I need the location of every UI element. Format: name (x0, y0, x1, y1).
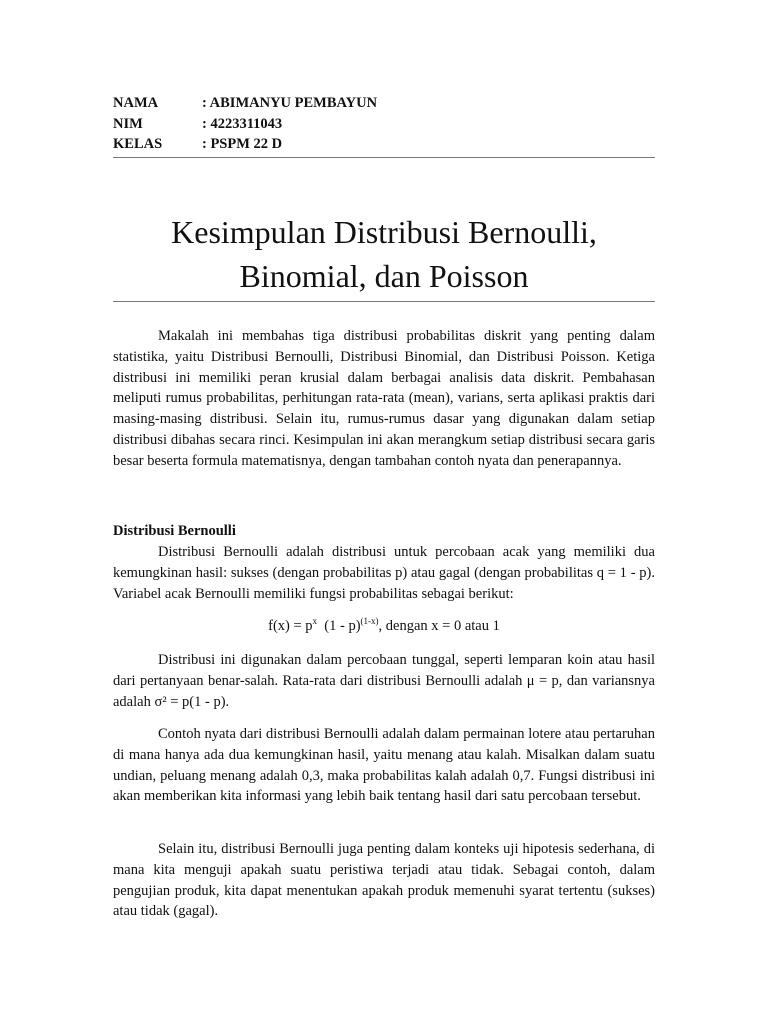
nim-value: : 4223311043 (202, 115, 283, 132)
title-divider (113, 301, 655, 302)
name-label: NAMA (113, 95, 159, 111)
student-info (113, 93, 655, 155)
intro-paragraph: Makalah ini membahas tiga distribusi probabilitas diskrit yang penting dalam statistika, yaitu Distribusi Bernoulli, Distribusi Binomial, dan Distribusi Poisson. Ketiga distribusi ini memiliki peran krusial dalam berbagai analisis data diskrit. Pembahasan meliputi rumus probabilitas, perhitungan rata-rata (mean), varians, serta aplikasi praktis dari masing-masing distribusi. Selain itu, rumus-rumus dasar yang digunakan dalam setiap distribusi dibahas secara rinci. Kesimpulan ini akan merangkum setiap distribusi secara garis besar beserta formula matematisnya, dengan tambahan contoh nyata dan penerapannya. (113, 328, 655, 469)
info-row-name (113, 93, 655, 114)
document-title (113, 210, 655, 298)
title-line-1: Kesimpulan Distribusi Bernoulli, (171, 214, 597, 250)
title-line-2: Binomial, dan Poisson (239, 258, 529, 294)
class-value: : PSPM 22 D (202, 136, 283, 152)
bernoulli-paragraph-4: Selain itu, distribusi Bernoulli juga penting dalam konteks uji hipotesis sederhana, di mana kita menguji apakah suatu peristiwa terjadi atau tidak. Sebagai contoh, dalam pengujian produk, kita dapat menentukan apakah produk memenuhi syarat tertentu (sukses) atau tidak (gagal). (113, 841, 655, 920)
info-row-nim (113, 114, 655, 135)
formula-exponent-1: x (312, 616, 318, 627)
bernoulli-paragraph-3: Contoh nyata dari distribusi Bernoulli adalah dalam permainan lotere atau pertaruhan di mana hanya ada dua kemungkinan hasil, yaitu menang atau kalah. Misalkan dalam suatu undian, peluang menang adalah 0,3, maka probabilitas kalah adalah 0,7. Fungsi distribusi ini akan memberikan kita informasi yang lebih baik tentang hasil dari satu percobaan tersebut. (113, 726, 655, 805)
header-divider (113, 157, 655, 158)
formula-part-1: f(x) = p (268, 618, 313, 634)
section-heading-bernoulli: Distribusi Bernoulli (113, 523, 236, 539)
bernoulli-paragraph-2: Distribusi ini digunakan dalam percobaan tunggal, seperti lemparan koin atau hasil dari pertanyaan benar-salah. Rata-rata dari distribusi Bernoulli adalah μ = p, dan variansnya adalah σ² = p(1 - p). (113, 652, 655, 710)
formula-part-3: , dengan x = 0 atau 1 (378, 618, 500, 634)
formula-exponent-2: (1-x) (360, 616, 379, 627)
name-value: : ABIMANYU PEMBAYUN (202, 95, 378, 111)
formula-part-2: (1 - p) (317, 618, 361, 634)
bernoulli-formula (113, 616, 655, 637)
bernoulli-paragraph-1: Distribusi Bernoulli adalah distribusi untuk percobaan acak yang memiliki dua kemungkinan hasil: sukses (dengan probabilitas p) atau gagal (dengan probabilitas q = 1 - p). Variabel acak Bernoulli memiliki fungsi probabilitas sebagai berikut: (113, 544, 655, 602)
info-row-class (113, 134, 655, 155)
class-label: KELAS (113, 136, 163, 152)
nim-label: NIM (113, 115, 143, 132)
